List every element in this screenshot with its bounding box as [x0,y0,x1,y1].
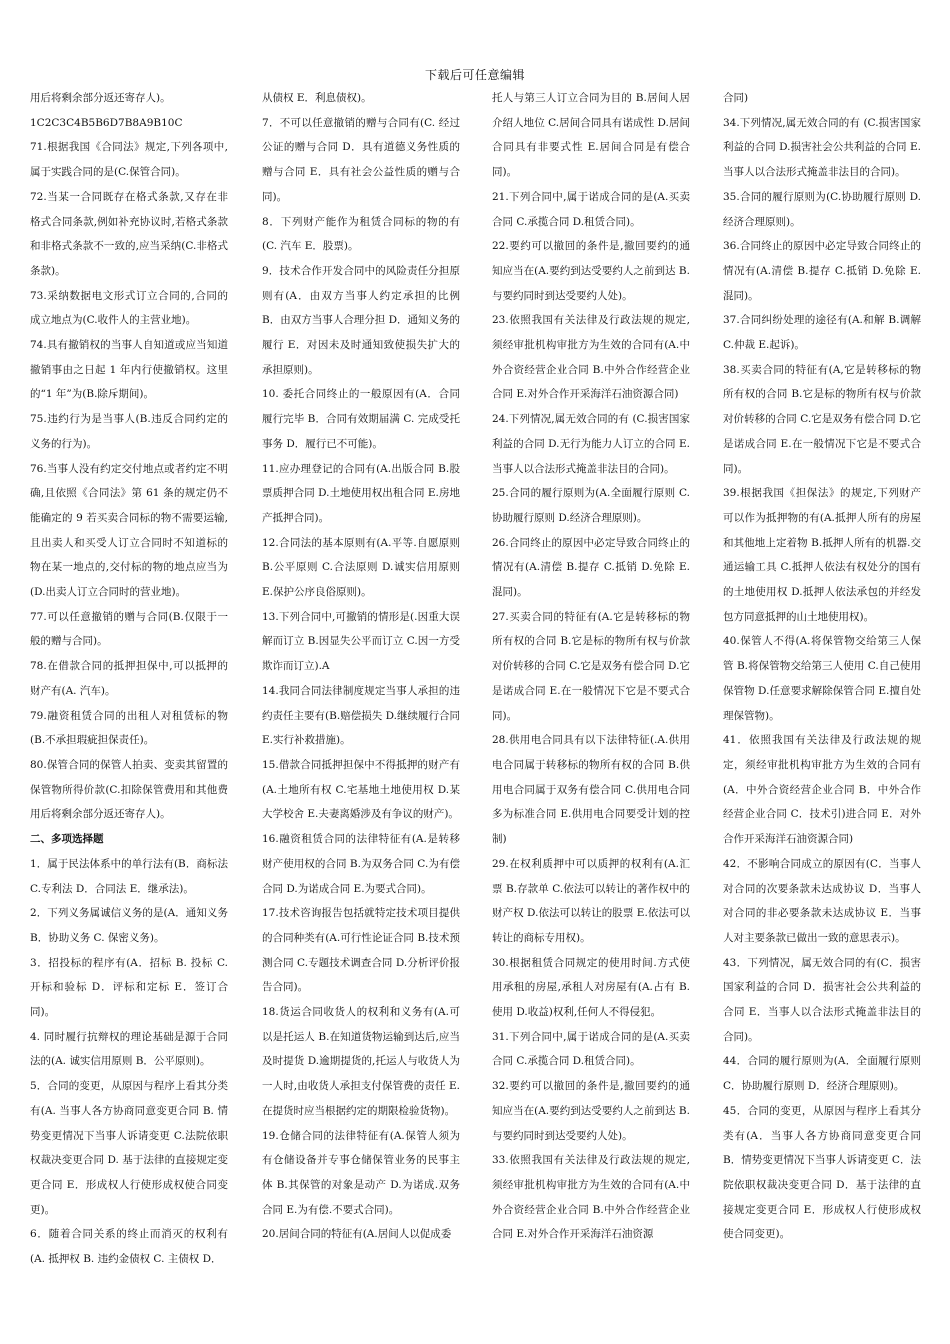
paragraph: 27.买卖合同的特征有(A.它是转移标的物所有权的合同 B.它是标的物所有权与价款对价转移的合同 C.它是双务有偿合同 D.它是诺成合同 E.在一般情况下它是不要式合同)。 [492,610,690,722]
page-header: 下载后可任意编辑 [424,68,525,82]
paragraph: 78.在借款合同的抵押担保中,可以抵押的财产有(A. 汽车)。 [30,660,228,697]
text-column-4 [723,86,921,1247]
paragraph: 41．依照我国有关法律及行政法规的规定，须经审批机构审批方为生效的合同有(A．中外合资经营企业合同 B．中外合作经营企业合同 C．技术引)进合同 E．对外合作开采海洋石油资源合同) [723,734,921,846]
paragraph: 17.技术咨询报告包括就特定技术项目提供的合同种类有(A.可行性论证合同 B.技术预测合同 C.专题技术调查合同 D.分析评价报告合同)。 [262,907,460,994]
paragraph: 28.供用电合同具有以下法律特征(.A.供用电合同属于转移标的物所有权的合同 B.供用电合同属于双务有偿合同 C.供用电合同多为标准合同 E.供用电合同要受计划的控制) [492,734,690,846]
paragraph: 44．合同的履行原则为(A．全面履行原则 C．协助履行原则 D．经济合理原则)。 [723,1055,921,1093]
paragraph: 72.当某一合同既存在格式条款,又存在非格式合同条款,例如补充协议时,若格式条款和非格式条款不一致的,应当采纳(C.非格式条款)。 [30,190,228,277]
paragraph: 43．下列情况，属无效合同的有(C．损害国家利益的合同 D．损害社会公共利益的合同 E．当事人以合法形式掩盖非法目的合同)。 [723,956,921,1043]
paragraph: 18.货运合同收货人的权利和义务有(A.可以是托运人 B.在知道货物运输到达后,应当及时提货 D.逾期提货的,托运人与收货人为一人时,由收货人承担支付保管费的责任 E.在提货时应当根据约定的期限检验货物)。 [262,1006,460,1117]
paragraph: 14.我同合同法律制度规定当事人承担的违约责任主要有(B.赔偿损失 D.继续履行合同 E.实行补救措施)。 [262,684,460,747]
paragraph: 1．属于民法体系中的单行法有(B．商标法 C.专利法 D．合同法 E．继承法)。 [30,857,228,895]
paragraph: 38.买卖合同的特征有(A,它是转移标的物所有权的合同 B.它是标的物所有权与价款对价转移的合同 C.它是双务有偿合同 D.它是诺成合同 E.在一般情况下它是不要式合同)。 [723,363,921,475]
paragraph: 5．合同的变更，从原因与程序上看其分类有(A. 当事人各方协商同意变更合同 B. 情势变更情况下当事人诉请变更 C.法院依职权裁决变更合同 D. 基于法律的直接规定变更合同 E．形成权人行使形成权使合同变更)。 [30,1080,228,1216]
paragraph: 39.根据我国《担保法》的规定,下列财产可以作为抵押物的有(A.抵押人所有的房屋和其他地上定着物 B.抵押人所有的机器.交通运输工具 C.抵押人依法有权处分的国有的土地使用权 D.抵押人依法承包的并经发包方同意抵押的山土地使用权)。 [723,487,921,623]
paragraph: 34.下列情况,属无效合同的有 (C.损害国家利益的合同 D.损害社会公共利益的合同 E.当事人以合法形式掩盖非法目的合同)。 [723,116,921,179]
text-column-3 [492,86,690,1247]
paragraph: 32.要约可以撤回的条件是,撤回要约的通知应当在(A.要约到达受要约人之前到达 B.与要约同时到达受要约人处)。 [492,1080,690,1142]
paragraph: 9．技术合作开发合同中的风险责任分担原则有(A．由双方当事人约定承担的比例 B．由双方当事人合理分担 D．通知义务的履行 E．对因未及时通知致使损失扩大的承担原则)。 [262,264,460,376]
paragraph: 80.保管合同的保管人拍卖、变卖其留置的保管物所得价款(C.扣除保管费用和其他费用后将剩余部分返还寄存人)。 [30,758,228,821]
paragraph: 1C2C3C4B5B6D7B8A9B10C [30,116,183,129]
paragraph: 6．随着合同关系的终止而消灭的权利有(A. 抵押权 B. 违约金债权 C. 主债权 D． [30,1228,228,1266]
paragraph: 合同) [723,92,749,104]
paragraph: 从债权 E．利息债权)。 [262,92,372,104]
paragraph: 23.依照我国有关法律及行政法规的规定,须经审批机构审批方为生效的合同有(A.中外合资经营企业合同 B.中外合作经营企业合同 E.对外合作开采海洋石油资源合同) [492,314,690,401]
paragraph: 29.在权利质押中可以质押的权利有(A.汇票 B.存款单 C.依法可以转让的著作权中的财产权 D.依法可以转让的股票 E.依法可以转让的商标专用权)。 [492,857,690,944]
paragraph: 76.当事人没有约定交付地点或者约定不明确,且依照《合同法》第 61 条的规定仍不能确定的 9 若买卖合同标的物不需要运输,且出卖人和买受人订立合同时不知道标的物在某一地点的,交付标的物的地点应当为(D.出卖人订立合同时的营业地)。 [30,462,228,599]
paragraph: 79.融资租赁合同的出租人对租赁标的物(B.不承担瑕疵担保责任)。 [30,709,228,747]
paragraph: 2．下列义务属诚信义务的是(A．通知义务 B．协助义务 C. 保密义务)。 [30,907,228,944]
paragraph: 24.下列情况,属无效合同的有 (C.损害国家利益的合同 D.无行为能力人订立的合同 E.当事人以合法形式掩盖非法目的合同)。 [492,413,690,475]
paragraph: 11.应办理登记的合同有(A.出版合同 B.股票质押合同 D.土地使用权出租合同 E.房地产抵押合同)。 [262,462,460,524]
paragraph: 8．下列财产能作为租赁合同标的物的有(C. 汽车 E．股票)。 [262,215,460,253]
paragraph: 33.依照我国有关法律及行政法规的规定,须经审批机构审批方为生效的合同有(A.中外合资经营企业合同 B.中外合作经营企业合同 E.对外合作开采海洋石油资源 [492,1154,690,1241]
paragraph: 30.根据租赁合同规定的使用时间.方式使用承租的房屋,承租人对房屋有(A.占有 B.使用 D.收益)权利,任何人不得侵犯。 [492,956,690,1019]
paragraph: 3．招投标的程序有(A．招标 B. 投标 C. 开标和验标 D．评标和定标 E．签订合同)。 [30,956,228,1019]
text-column-2 [262,86,460,1247]
paragraph: 75.违约行为是当事人(B.违反合同约定的义务的行为)。 [30,413,228,450]
paragraph: 7．不可以任意撤销的赠与合同有(C. 经过公证的赠与合同 D．具有道德义务性质的赠与合同 E．具有社会公益性质的赠与合同)。 [262,116,460,203]
text-column-1 [30,86,228,1272]
paragraph: 10. 委托合同终止的一般原因有(A．合同履行完毕 B．合同有效期届满 C. 完成受托事务 D．履行已不可能)。 [262,388,460,450]
paragraph: 4. 同时履行抗辩权的理论基础是源于合同法的(A. 诚实信用原则 B．公平原则)。 [30,1030,228,1068]
section-title: 二、多项选择题 [30,833,104,846]
paragraph: 71.根据我国《合同法》规定,下列各项中,属于实践合同的是(C.保管合同)。 [30,141,228,179]
paragraph: 21.下列合同中,属于诺成合同的是(A.买卖合同 C.承揽合同 D.租赁合同)。 [492,190,690,228]
paragraph: 15.借款合同抵押担保中不得抵押的财产有 (A.土地所有权 C.宅基地土地使用权 D.某大学校舍 E.夫妻离婚涉及有争议的财产)。 [262,758,460,821]
paragraph: 35.合同的履行原则为(C.协助履行原则 D.经济合理原则)。 [723,190,921,228]
paragraph: 36.合同终止的原因中必定导致合同终止的情况有(A.清偿 B.提存 C.抵销 D.免除 E.混同)。 [723,240,921,302]
paragraph: 19.仓储合同的法律特征有(A.保管人须为有仓储设备并专事仓储保管业务的民事主体 B.其保管的对象是动产 D.为诺成.双务合同 E.为有偿.不要式合同)。 [262,1129,460,1216]
paragraph: 用后将剩余部分返还寄存人)。 [30,92,171,104]
paragraph: 托人与第三人订立合同为目的 B.居间人居介绍人地位 C.居间合同具有诺成性 D.居间合同具有非要式性 E.居间合同是有偿合同)。 [492,92,690,179]
paragraph: 37.合同纠纷处理的途径有(A.和解 B.调解 C.仲裁 E.起诉)。 [723,314,921,352]
paragraph: 25.合同的履行原则为(A.全面履行原则 C.协助履行原则 D.经济合理原则)。 [492,487,690,524]
paragraph: 73.采纳数据电文形式订立合同的,合同的成立地点为(C.收件人的主营业地)。 [30,289,228,327]
paragraph: 16.融资租赁合同的法律特征有(A.是转移财产使用权的合同 B.为双务合同 C.为有偿合同 D.为诺成合同 E.为要式合同)。 [262,833,460,895]
paragraph: 26.合同终止的原因中必定导致合同终止的情况有(A.清偿 B.提存 C.抵销 D.免除 E.混同)。 [492,536,690,599]
paragraph: 77.可以任意撤销的赠与合同(B.仅限于一般的赠与合同)。 [30,610,228,648]
paragraph: 22.要约可以撤回的条件是,撤回要约的通知应当在(A.要约到达受要约人之前到达 B.与要约同时到达受要约人处)。 [492,240,690,302]
paragraph: 20.居间合同的特征有(A.居间人以促成委 [262,1228,452,1241]
paragraph: 74.具有撤销权的当事人自知道或应当知道撤销事由之日起 1 年内行使撤销权。这里的“1 年”为(B.除斥期间)。 [30,339,228,401]
paragraph: 13.下列合同中,可撤销的情形是(.因重大误解而订立 B.因显失公平而订立 C.因一方受欺诈而订立).A [262,610,460,673]
paragraph: 31.下列合同中,属于诺成合同的是(A.买卖合同 C.承揽合同 D.租赁合同)。 [492,1030,690,1068]
paragraph: 40.保管人不得(A.将保管物交给第三人保管 B.将保管物交给第三人使用 C.自己使用保管物 D.任意要求解除保管合同 E.擅自处理保管物)。 [723,635,921,722]
paragraph: 12.合同法的基本原则有(A.平等.自愿原则 B.公平原则 C.合法原则 D.诚实信用原则 E.保护公序良俗原则)。 [262,536,460,599]
paragraph: 45．合同的变更，从原因与程序上看其分类有(A．当事人各方协商同意变更合同 B．情势变更情况下当事人诉请变更 C．法院依职权裁决变更合同 D．基于法律的直接规定变更合同 E．形成权人行使形成权使合同变更)。 [723,1104,921,1241]
paragraph: 42．不影响合同成立的原因有(C．当事人对合同的次要条款未达成协议 D．当事人对合同的非必要条款未达成协议 E．当事人对主要条款已做出一致的意思表示)。 [723,857,921,944]
